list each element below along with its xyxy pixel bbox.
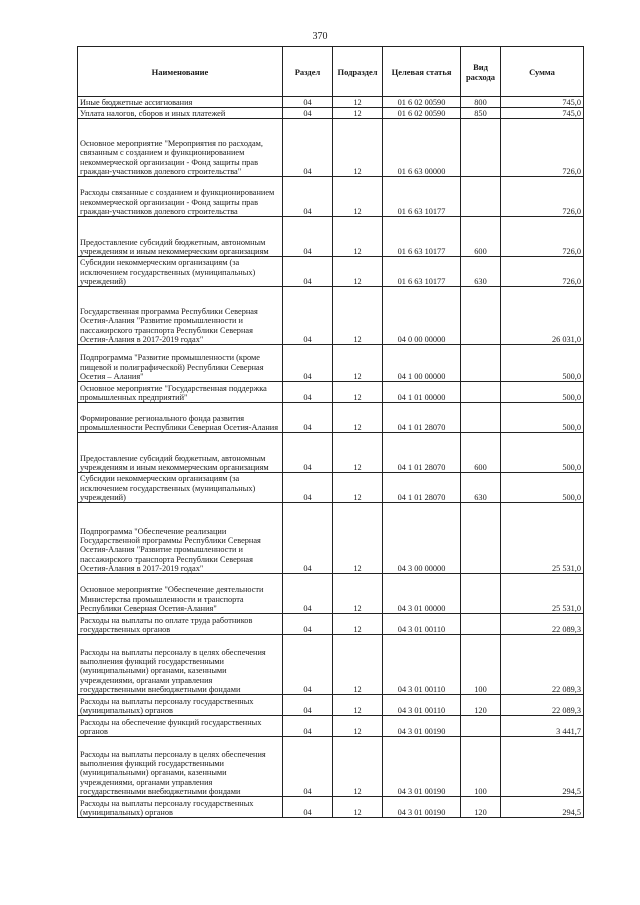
cell-vid: 120	[461, 695, 501, 716]
cell-name: Расходы на выплаты персоналу в целях обеспечения выполнения функций государственными (муниципальными) органами, казенными учреждениями, органами управления государственными внебюджетными фондами	[78, 737, 283, 797]
cell-statya: 04 1 00 00000	[383, 345, 461, 382]
cell-podrazdel: 12	[333, 716, 383, 737]
cell-podrazdel: 12	[333, 403, 383, 433]
cell-podrazdel: 12	[333, 433, 383, 473]
cell-razdel: 04	[283, 433, 333, 473]
cell-vid	[461, 574, 501, 614]
cell-podrazdel: 12	[333, 574, 383, 614]
cell-razdel: 04	[283, 716, 333, 737]
cell-summa: 500,0	[501, 433, 584, 473]
cell-statya: 04 1 01 28070	[383, 433, 461, 473]
cell-name: Расходы на выплаты персоналу государственных (муниципальных) органов	[78, 797, 283, 818]
cell-name: Субсидии некоммерческим организациям (за исключением государственных (муниципальных) учреждений)	[78, 473, 283, 503]
table-row	[78, 403, 584, 433]
cell-vid: 630	[461, 473, 501, 503]
table-row	[78, 473, 584, 503]
cell-name: Иные бюджетные ассигнования	[78, 97, 283, 108]
cell-name: Подпрограмма "Развитие промышленности (кроме пищевой и полиграфической) Республики Северная Осетия – Алания"	[78, 345, 283, 382]
cell-razdel: 04	[283, 737, 333, 797]
table-row	[78, 574, 584, 614]
cell-podrazdel: 12	[333, 119, 383, 177]
cell-razdel: 04	[283, 473, 333, 503]
table-row	[78, 217, 584, 257]
cell-vid	[461, 119, 501, 177]
cell-summa: 26 031,0	[501, 287, 584, 345]
cell-statya: 04 1 01 28070	[383, 403, 461, 433]
cell-summa: 22 089,3	[501, 614, 584, 635]
cell-statya: 04 3 01 00190	[383, 797, 461, 818]
column-header-vid: Вид расхода	[461, 47, 501, 97]
cell-summa: 500,0	[501, 403, 584, 433]
column-header-podrazdel: Подраздел	[333, 47, 383, 97]
cell-summa: 3 441,7	[501, 716, 584, 737]
cell-podrazdel: 12	[333, 473, 383, 503]
cell-razdel: 04	[283, 382, 333, 403]
cell-razdel: 04	[283, 614, 333, 635]
cell-name: Подпрограмма "Обеспечение реализации Государственной программы Республики Северная Осетия-Алания "Развитие промышленности и пассажирского транспорта Республики Северная Осетия-Алания в 2017-2019 годах"	[78, 503, 283, 574]
cell-razdel: 04	[283, 635, 333, 695]
cell-razdel: 04	[283, 217, 333, 257]
cell-name: Расходы связанные с созданием и функционированием некоммерческой организации - Фонд защиты прав граждан-участников долевого строительства	[78, 177, 283, 217]
cell-statya: 04 3 01 00110	[383, 635, 461, 695]
budget-table	[77, 46, 584, 818]
table-row	[78, 287, 584, 345]
table-row	[78, 433, 584, 473]
cell-vid: 800	[461, 97, 501, 108]
cell-name: Основное мероприятие "Мероприятия по расходам, связанным с созданием и функционированием некоммерческой организации - Фонд защиты прав граждан-участников долевого строительства"	[78, 119, 283, 177]
cell-podrazdel: 12	[333, 97, 383, 108]
cell-razdel: 04	[283, 108, 333, 119]
cell-podrazdel: 12	[333, 614, 383, 635]
cell-podrazdel: 12	[333, 257, 383, 287]
page-number: 370	[312, 31, 328, 42]
cell-podrazdel: 12	[333, 345, 383, 382]
cell-vid	[461, 503, 501, 574]
cell-vid: 850	[461, 108, 501, 119]
table-row	[78, 119, 584, 177]
cell-summa: 726,0	[501, 217, 584, 257]
cell-razdel: 04	[283, 695, 333, 716]
cell-statya: 04 3 01 00190	[383, 716, 461, 737]
table-row	[78, 345, 584, 382]
cell-statya: 04 3 01 00190	[383, 737, 461, 797]
cell-name: Уплата налогов, сборов и иных платежей	[78, 108, 283, 119]
column-header-name: Наименование	[78, 47, 283, 97]
cell-vid: 100	[461, 737, 501, 797]
cell-podrazdel: 12	[333, 382, 383, 403]
cell-vid: 100	[461, 635, 501, 695]
cell-summa: 22 089,3	[501, 695, 584, 716]
cell-vid	[461, 614, 501, 635]
cell-summa: 726,0	[501, 257, 584, 287]
cell-summa: 22 089,3	[501, 635, 584, 695]
cell-name: Основное мероприятие "Обеспечение деятельности Министерства промышленности и транспорта Республики Северная Осетия-Алания"	[78, 574, 283, 614]
cell-name: Расходы на обеспечение функций государственных органов	[78, 716, 283, 737]
cell-vid	[461, 177, 501, 217]
cell-razdel: 04	[283, 177, 333, 217]
cell-summa: 726,0	[501, 119, 584, 177]
table-row	[78, 503, 584, 574]
cell-podrazdel: 12	[333, 797, 383, 818]
cell-summa: 500,0	[501, 473, 584, 503]
cell-summa: 726,0	[501, 177, 584, 217]
cell-name: Расходы на выплаты персоналу государственных (муниципальных) органов	[78, 695, 283, 716]
table-row	[78, 716, 584, 737]
cell-name: Государственная программа Республики Северная Осетия-Алания "Развитие промышленности и пассажирского транспорта Республики Северная Осетия-Алания в 2017-2019 годах"	[78, 287, 283, 345]
table-row	[78, 177, 584, 217]
table-header-row	[78, 47, 584, 97]
cell-name: Предоставление субсидий бюджетным, автономным учреждениям и иным некоммерческим организациям	[78, 217, 283, 257]
cell-podrazdel: 12	[333, 287, 383, 345]
cell-statya: 04 3 00 00000	[383, 503, 461, 574]
cell-razdel: 04	[283, 797, 333, 818]
cell-razdel: 04	[283, 119, 333, 177]
cell-vid	[461, 403, 501, 433]
cell-name: Расходы на выплаты по оплате труда работников государственных органов	[78, 614, 283, 635]
cell-statya: 04 3 01 00000	[383, 574, 461, 614]
cell-vid: 600	[461, 433, 501, 473]
table-row	[78, 382, 584, 403]
cell-vid	[461, 287, 501, 345]
cell-vid: 120	[461, 797, 501, 818]
table-row	[78, 635, 584, 695]
cell-name: Предоставление субсидий бюджетным, автономным учреждениям и иным некоммерческим организациям	[78, 433, 283, 473]
cell-name: Основное мероприятие "Государственная поддержка промышленных предприятий"	[78, 382, 283, 403]
cell-summa: 25 531,0	[501, 503, 584, 574]
cell-podrazdel: 12	[333, 635, 383, 695]
cell-vid: 630	[461, 257, 501, 287]
cell-summa: 500,0	[501, 345, 584, 382]
cell-statya: 04 0 00 00000	[383, 287, 461, 345]
cell-vid	[461, 716, 501, 737]
cell-statya: 01 6 63 10177	[383, 177, 461, 217]
cell-podrazdel: 12	[333, 108, 383, 119]
cell-podrazdel: 12	[333, 737, 383, 797]
cell-summa: 294,5	[501, 737, 584, 797]
cell-name: Субсидии некоммерческим организациям (за исключением государственных (муниципальных) учреждений)	[78, 257, 283, 287]
column-header-razdel: Раздел	[283, 47, 333, 97]
cell-podrazdel: 12	[333, 503, 383, 574]
cell-statya: 04 3 01 00110	[383, 614, 461, 635]
table-row	[78, 614, 584, 635]
cell-name: Формирование регионального фонда развития промышленности Республики Северная Осетия-Алания	[78, 403, 283, 433]
table-row	[78, 737, 584, 797]
cell-podrazdel: 12	[333, 695, 383, 716]
cell-razdel: 04	[283, 287, 333, 345]
cell-name: Расходы на выплаты персоналу в целях обеспечения выполнения функций государственными (муниципальными) органами, казенными учреждениями, органами управления государственными внебюджетными фондами	[78, 635, 283, 695]
cell-razdel: 04	[283, 97, 333, 108]
table-row	[78, 797, 584, 818]
cell-statya: 01 6 63 10177	[383, 217, 461, 257]
cell-summa: 25 531,0	[501, 574, 584, 614]
cell-razdel: 04	[283, 503, 333, 574]
table-body	[78, 97, 584, 818]
cell-vid	[461, 345, 501, 382]
column-header-summa: Сумма	[501, 47, 584, 97]
cell-statya: 01 6 63 10177	[383, 257, 461, 287]
cell-statya: 01 6 02 00590	[383, 108, 461, 119]
cell-summa: 294,5	[501, 797, 584, 818]
cell-summa: 500,0	[501, 382, 584, 403]
table-row	[78, 695, 584, 716]
cell-statya: 04 1 01 28070	[383, 473, 461, 503]
cell-vid	[461, 382, 501, 403]
cell-razdel: 04	[283, 345, 333, 382]
cell-summa: 745,0	[501, 108, 584, 119]
cell-razdel: 04	[283, 403, 333, 433]
cell-statya: 01 6 02 00590	[383, 97, 461, 108]
cell-vid: 600	[461, 217, 501, 257]
cell-statya: 01 6 63 00000	[383, 119, 461, 177]
cell-statya: 04 1 01 00000	[383, 382, 461, 403]
cell-podrazdel: 12	[333, 217, 383, 257]
cell-summa: 745,0	[501, 97, 584, 108]
cell-statya: 04 3 01 00110	[383, 695, 461, 716]
cell-razdel: 04	[283, 257, 333, 287]
table-row	[78, 108, 584, 119]
table-row	[78, 97, 584, 108]
column-header-statya: Целевая статья	[383, 47, 461, 97]
table-row	[78, 257, 584, 287]
cell-razdel: 04	[283, 574, 333, 614]
cell-podrazdel: 12	[333, 177, 383, 217]
